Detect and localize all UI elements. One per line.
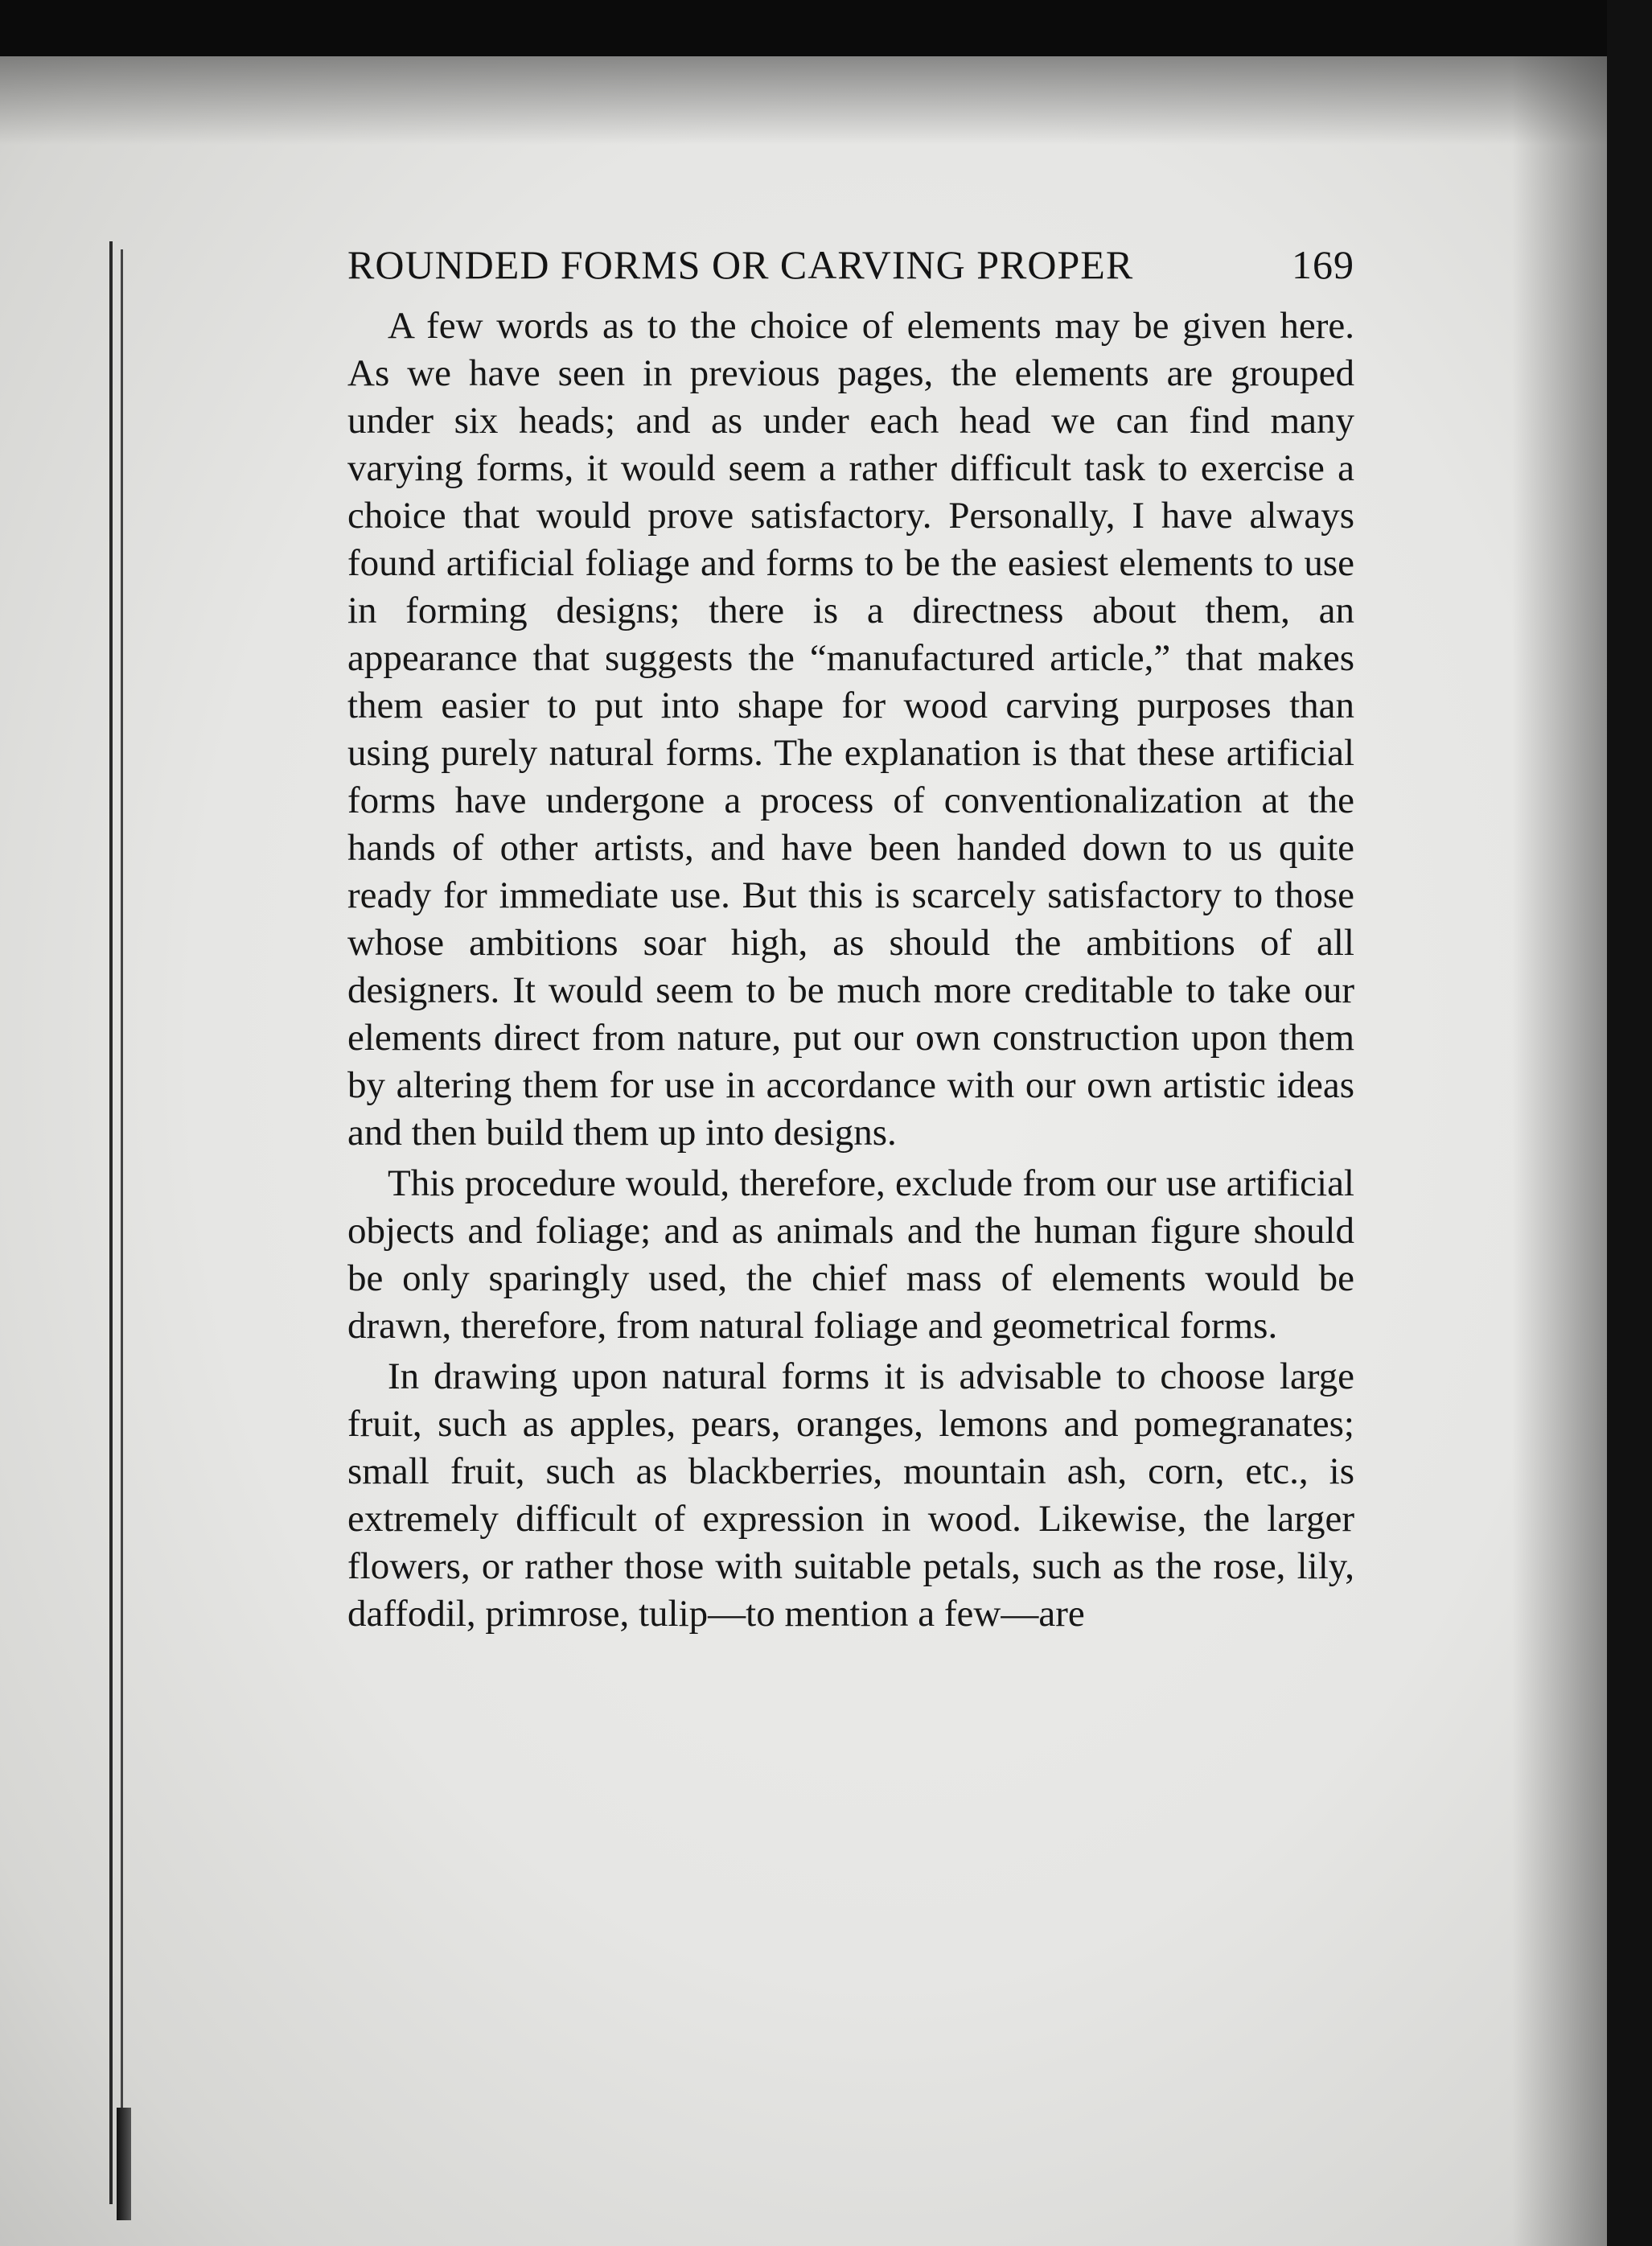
running-title: ROUNDED FORMS OR CARVING PROPER xyxy=(347,242,1134,287)
binding-edge-line-inner xyxy=(121,249,123,2180)
paragraph-3: In drawing upon natural forms it is advisable to choose large fruit, such as apples, pears, oranges, lemons and pomegranates; small fruit, such as blackberries, mountain ash, corn, etc., is extremely difficult of expression in wood. Likewise, the larger flowers, or rather those with suitable petals, such as the rose, lily, daffodil, primrose, tulip—to mention a few—are xyxy=(347,1355,1354,1635)
top-shadow xyxy=(0,56,1609,145)
paragraph-1: A few words as to the choice of elements may be given here. As we have seen in previous pages, the elements are grouped under six heads; and as under each head we can find many varying forms, it would seem a rather difficult task to exercise a choice that would prove satisfactory. Personally, I have always found artificial foliage and forms to be the easiest elements to use in forming designs; there is a directness about them, an appearance that suggests the “manufactured article,” that makes them easier to put into shape for wood carving purposes than using purely natural forms. The explanation is that these artificial forms have undergone a process of conventionalization at the hands of other artists, and have been handed down to us quite ready for immediate use. But this is scarcely satisfactory to those whose ambitions soar high, as should the ambitions of all designers. It would seem to be much more creditable to take our elements direct from nature, put our own construction upon them by altering them for use in accordance with our own artistic ideas and then build them up into designs. xyxy=(347,305,1354,1154)
page-text-block xyxy=(347,241,1354,1638)
binding-edge-bottom xyxy=(117,2108,131,2220)
page-number: 169 xyxy=(1292,242,1354,287)
gutter-shadow xyxy=(1512,56,1609,2246)
binding-edge-line xyxy=(109,241,113,2204)
running-head xyxy=(347,241,1354,288)
paragraph-2: This procedure would, therefore, exclude from our use artificial objects and foliage; and as animals and the human figure should be only sparingly used, the chief mass of elements would be drawn, therefore, from natural foliage and geometrical forms. xyxy=(347,1162,1354,1347)
book-spine xyxy=(1607,0,1652,2246)
